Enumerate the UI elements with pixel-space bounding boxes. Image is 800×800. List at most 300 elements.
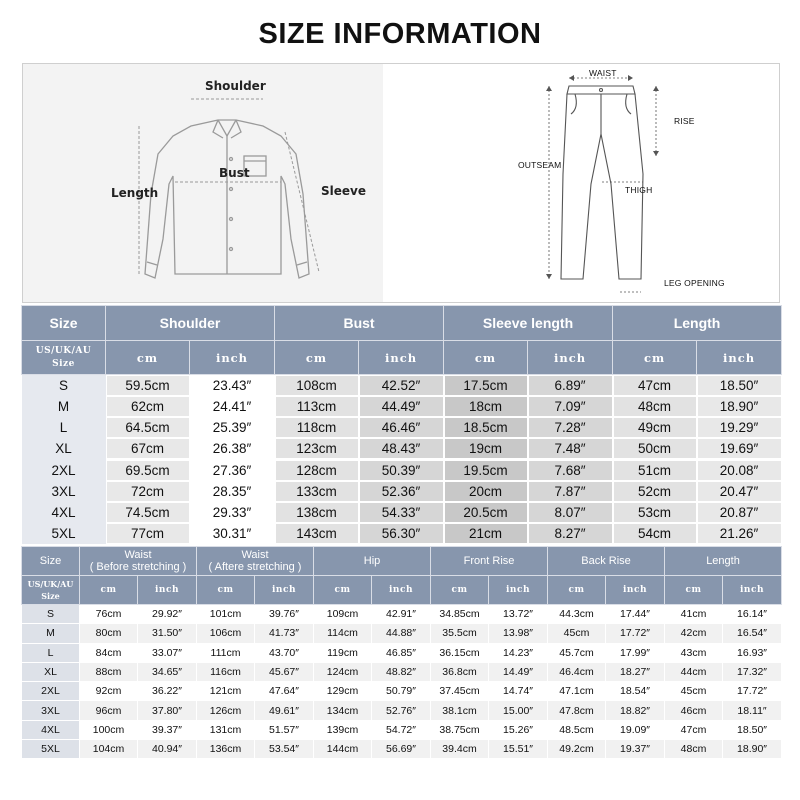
table-cell: 136cm <box>197 740 255 759</box>
table-cell: 43cm <box>665 643 723 662</box>
table-cell: 18.54″ <box>606 682 665 701</box>
cell-value: 19cm <box>445 439 527 458</box>
unit-header-inch: inch <box>255 576 314 605</box>
cell-value: 47cm <box>614 376 696 395</box>
table-cell <box>613 375 697 397</box>
bust-header: Bust <box>275 306 444 341</box>
table-cell: 38.1cm <box>431 701 489 720</box>
table-cell: 52.76″ <box>372 701 431 720</box>
table-cell <box>528 417 613 438</box>
cell-value: 52.36″ <box>360 482 443 501</box>
shirt-unit-header-row <box>22 341 782 375</box>
shirt-outline-icon <box>23 64 383 302</box>
cell-value: 48.43″ <box>360 439 443 458</box>
cell-value: 64.5cm <box>107 418 189 437</box>
size-label: 3XL <box>51 483 76 499</box>
table-cell <box>444 481 528 502</box>
table-cell: 54.72″ <box>372 720 431 739</box>
size-cell: XL <box>22 662 80 681</box>
table-cell <box>190 481 275 502</box>
size-column-header: Size <box>22 547 80 576</box>
table-cell <box>444 460 528 481</box>
table-cell <box>528 502 613 523</box>
cell-value: 20.08″ <box>698 461 781 480</box>
table-row <box>22 682 782 701</box>
cell-value: 48cm <box>614 397 696 416</box>
table-cell: 41cm <box>665 605 723 624</box>
table-row <box>22 740 782 759</box>
cell-value: 49cm <box>614 418 696 437</box>
table-cell: 18.82″ <box>606 701 665 720</box>
cell-value: 54.33″ <box>360 503 443 522</box>
table-cell: 48cm <box>665 740 723 759</box>
cell-value: 133cm <box>276 482 358 501</box>
cell-value: 138cm <box>276 503 358 522</box>
table-cell <box>190 396 275 417</box>
table-row <box>22 523 782 544</box>
cell-value: 18cm <box>445 397 527 416</box>
table-cell: 46.85″ <box>372 643 431 662</box>
pants-outline-icon <box>503 64 763 302</box>
table-cell: 14.23″ <box>489 643 548 662</box>
table-cell: 17.72″ <box>606 624 665 643</box>
table-cell: 96cm <box>80 701 138 720</box>
table-cell <box>275 438 359 459</box>
cell-value: 72cm <box>107 482 189 501</box>
table-cell <box>697 481 782 502</box>
cell-value: 24.41″ <box>191 397 274 416</box>
outseam-label: OUTSEAM <box>518 160 562 170</box>
length-label: Length <box>111 186 159 200</box>
size-cell: 2XL <box>22 682 80 701</box>
cell-value: 128cm <box>276 461 358 480</box>
table-cell <box>613 417 697 438</box>
table-cell <box>106 481 190 502</box>
table-cell <box>613 502 697 523</box>
table-cell <box>528 481 613 502</box>
table-cell: 42cm <box>665 624 723 643</box>
cell-value: 118cm <box>276 418 358 437</box>
table-cell: 48.82″ <box>372 662 431 681</box>
table-cell <box>106 460 190 481</box>
cell-value: 23.43″ <box>191 376 274 395</box>
pants-size-table <box>21 546 782 759</box>
table-cell: 101cm <box>197 605 255 624</box>
cell-value: 67cm <box>107 439 189 458</box>
unit-header-inch: inch <box>489 576 548 605</box>
table-cell: 35.5cm <box>431 624 489 643</box>
table-cell: 31.50″ <box>138 624 197 643</box>
table-cell <box>275 375 359 397</box>
table-cell <box>190 438 275 459</box>
table-cell: 16.93″ <box>723 643 782 662</box>
table-cell: 49.2cm <box>548 740 606 759</box>
table-cell: 76cm <box>80 605 138 624</box>
region-size-header <box>22 341 106 375</box>
table-cell: 47cm <box>665 720 723 739</box>
table-cell <box>190 502 275 523</box>
cell-value: 59.5cm <box>107 376 189 395</box>
pants-group-header-row <box>22 547 782 576</box>
unit-header-inch: inch <box>723 576 782 605</box>
unit-header-inch: inch <box>697 341 782 375</box>
table-row <box>22 624 782 643</box>
table-cell <box>697 460 782 481</box>
table-cell <box>359 502 444 523</box>
table-cell <box>275 460 359 481</box>
unit-header-inch: inch <box>372 576 431 605</box>
cell-value: 7.68″ <box>529 461 612 480</box>
table-cell: 92cm <box>80 682 138 701</box>
table-cell <box>275 523 359 544</box>
cell-value: 27.36″ <box>191 461 274 480</box>
table-cell <box>697 523 782 544</box>
table-cell: 39.37″ <box>138 720 197 739</box>
cell-value: 18.5cm <box>445 418 527 437</box>
waist-before-title: Waist <box>124 549 152 561</box>
table-cell: 50.79″ <box>372 682 431 701</box>
cell-value: 20.5cm <box>445 503 527 522</box>
cell-value: 52cm <box>614 482 696 501</box>
table-cell: 33.07″ <box>138 643 197 662</box>
size-cell <box>22 460 106 481</box>
cell-value: 19.5cm <box>445 461 527 480</box>
shirt-diagram <box>23 64 383 302</box>
table-cell: 36.22″ <box>138 682 197 701</box>
unit-header-cm: cm <box>548 576 606 605</box>
table-cell: 13.72″ <box>489 605 548 624</box>
table-cell: 44cm <box>665 662 723 681</box>
cell-value: 42.52″ <box>360 376 443 395</box>
cell-value: 20.87″ <box>698 503 781 522</box>
size-label: XL <box>55 441 72 457</box>
table-cell: 48.5cm <box>548 720 606 739</box>
measurement-diagrams <box>22 63 780 303</box>
table-cell <box>528 460 613 481</box>
table-cell: 37.80″ <box>138 701 197 720</box>
table-cell: 46.4cm <box>548 662 606 681</box>
table-cell: 15.51″ <box>489 740 548 759</box>
region-size-header <box>22 576 80 605</box>
table-cell: 46cm <box>665 701 723 720</box>
table-cell: 18.50″ <box>723 720 782 739</box>
size-label: 4XL <box>51 505 76 521</box>
table-cell <box>697 396 782 417</box>
table-cell: 126cm <box>197 701 255 720</box>
cell-value: 7.28″ <box>529 418 612 437</box>
table-cell <box>359 438 444 459</box>
table-cell: 44.88″ <box>372 624 431 643</box>
table-row <box>22 417 782 438</box>
table-cell <box>275 417 359 438</box>
cell-value: 30.31″ <box>191 524 274 543</box>
table-cell: 109cm <box>314 605 372 624</box>
table-cell: 47.8cm <box>548 701 606 720</box>
size-label: L <box>59 420 68 436</box>
table-cell <box>190 417 275 438</box>
table-cell <box>613 523 697 544</box>
region-size-label: Size <box>52 358 75 369</box>
size-cell: 4XL <box>22 720 80 739</box>
table-cell: 124cm <box>314 662 372 681</box>
waist-after-title: Waist <box>241 549 269 561</box>
cell-value: 108cm <box>276 376 358 395</box>
cell-value: 18.90″ <box>698 397 781 416</box>
table-cell: 56.69″ <box>372 740 431 759</box>
table-cell: 111cm <box>197 643 255 662</box>
cell-value: 20cm <box>445 482 527 501</box>
table-cell: 45.67″ <box>255 662 314 681</box>
cell-value: 18.50″ <box>698 376 781 395</box>
table-cell: 14.74″ <box>489 682 548 701</box>
table-row <box>22 460 782 481</box>
table-cell: 37.45cm <box>431 682 489 701</box>
table-cell: 34.85cm <box>431 605 489 624</box>
table-cell: 17.32″ <box>723 662 782 681</box>
table-cell: 51.57″ <box>255 720 314 739</box>
unit-header-cm: cm <box>444 341 528 375</box>
table-cell: 40.94″ <box>138 740 197 759</box>
table-cell <box>106 502 190 523</box>
leg-opening-label: LEG OPENING <box>664 278 725 288</box>
bust-label: Bust <box>219 166 250 180</box>
length-header: Length <box>613 306 782 341</box>
table-cell <box>613 438 697 459</box>
size-cell <box>22 375 106 397</box>
region-label: US/UK/AU <box>35 345 92 356</box>
size-label: 2XL <box>51 462 76 478</box>
shoulder-label: Shoulder <box>205 79 266 93</box>
table-row <box>22 396 782 417</box>
shirt-table-body <box>22 375 782 545</box>
page-title: SIZE INFORMATION <box>258 18 542 50</box>
table-cell <box>275 396 359 417</box>
unit-header-inch: inch <box>190 341 275 375</box>
table-cell: 42.91″ <box>372 605 431 624</box>
table-cell <box>106 438 190 459</box>
table-cell: 129cm <box>314 682 372 701</box>
table-cell <box>444 438 528 459</box>
table-cell <box>359 417 444 438</box>
table-cell: 88cm <box>80 662 138 681</box>
table-cell: 39.76″ <box>255 605 314 624</box>
table-cell <box>106 396 190 417</box>
table-cell <box>613 460 697 481</box>
cell-value: 29.33″ <box>191 503 274 522</box>
table-cell <box>359 460 444 481</box>
table-cell <box>359 481 444 502</box>
cell-value: 17.5cm <box>445 376 527 395</box>
table-cell: 84cm <box>80 643 138 662</box>
table-cell: 106cm <box>197 624 255 643</box>
front-rise-header: Front Rise <box>431 547 548 576</box>
cell-value: 21cm <box>445 524 527 543</box>
waist-after-header <box>197 547 314 576</box>
cell-value: 77cm <box>107 524 189 543</box>
table-cell: 45cm <box>665 682 723 701</box>
table-cell: 39.4cm <box>431 740 489 759</box>
cell-value: 53cm <box>614 503 696 522</box>
unit-header-cm: cm <box>275 341 359 375</box>
table-cell: 47.64″ <box>255 682 314 701</box>
unit-header-inch: inch <box>138 576 197 605</box>
unit-header-cm: cm <box>197 576 255 605</box>
size-label: 5XL <box>51 526 76 542</box>
cell-value: 54cm <box>614 524 696 543</box>
cell-value: 51cm <box>614 461 696 480</box>
table-cell: 18.11″ <box>723 701 782 720</box>
cell-value: 69.5cm <box>107 461 189 480</box>
unit-header-cm: cm <box>431 576 489 605</box>
table-cell: 114cm <box>314 624 372 643</box>
size-cell: S <box>22 605 80 624</box>
size-cell <box>22 523 106 544</box>
table-cell: 19.09″ <box>606 720 665 739</box>
table-cell <box>697 417 782 438</box>
table-cell: 44.3cm <box>548 605 606 624</box>
cell-value: 56.30″ <box>360 524 443 543</box>
table-cell: 144cm <box>314 740 372 759</box>
table-cell <box>275 481 359 502</box>
table-row <box>22 375 782 397</box>
table-cell: 104cm <box>80 740 138 759</box>
back-rise-header: Back Rise <box>548 547 665 576</box>
table-cell: 41.73″ <box>255 624 314 643</box>
table-cell: 43.70″ <box>255 643 314 662</box>
table-cell <box>444 417 528 438</box>
table-cell <box>444 502 528 523</box>
table-cell: 36.8cm <box>431 662 489 681</box>
shirt-group-header-row <box>22 306 782 341</box>
cell-value: 7.87″ <box>529 482 612 501</box>
size-cell <box>22 438 106 459</box>
table-cell: 19.37″ <box>606 740 665 759</box>
table-cell <box>444 523 528 544</box>
unit-header-cm: cm <box>314 576 372 605</box>
table-cell: 47.1cm <box>548 682 606 701</box>
table-cell: 49.61″ <box>255 701 314 720</box>
cell-value: 20.47″ <box>698 482 781 501</box>
table-row <box>22 481 782 502</box>
pants-table-body <box>22 605 782 759</box>
unit-header-inch: inch <box>606 576 665 605</box>
table-cell <box>528 523 613 544</box>
table-cell <box>613 396 697 417</box>
table-row <box>22 662 782 681</box>
table-row <box>22 720 782 739</box>
sleeve-length-header: Sleeve length <box>444 306 613 341</box>
cell-value: 28.35″ <box>191 482 274 501</box>
cell-value: 25.39″ <box>191 418 274 437</box>
table-cell <box>359 523 444 544</box>
waist-after-subtitle: ( Aftere stretching ) <box>208 561 302 573</box>
table-cell: 17.44″ <box>606 605 665 624</box>
table-cell <box>528 438 613 459</box>
table-cell <box>190 375 275 397</box>
table-cell: 29.92″ <box>138 605 197 624</box>
thigh-label: THIGH <box>625 185 653 195</box>
size-cell <box>22 396 106 417</box>
rise-label: RISE <box>674 116 695 126</box>
table-cell <box>106 523 190 544</box>
cell-value: 19.69″ <box>698 439 781 458</box>
table-cell: 14.49″ <box>489 662 548 681</box>
pants-length-header: Length <box>665 547 782 576</box>
table-cell <box>190 460 275 481</box>
cell-value: 113cm <box>276 397 358 416</box>
table-row <box>22 502 782 523</box>
table-cell: 15.00″ <box>489 701 548 720</box>
cell-value: 26.38″ <box>191 439 274 458</box>
table-cell: 36.15cm <box>431 643 489 662</box>
size-cell: M <box>22 624 80 643</box>
cell-value: 8.27″ <box>529 524 612 543</box>
pants-diagram <box>503 64 763 302</box>
size-label: S <box>58 378 68 393</box>
region-label: US/UK/AU <box>27 579 74 589</box>
table-cell <box>190 523 275 544</box>
table-cell <box>528 396 613 417</box>
table-cell: 134cm <box>314 701 372 720</box>
table-cell: 18.27″ <box>606 662 665 681</box>
hip-header: Hip <box>314 547 431 576</box>
cell-value: 46.46″ <box>360 418 443 437</box>
table-cell: 17.72″ <box>723 682 782 701</box>
waist-label: WAIST <box>589 68 617 78</box>
table-cell: 80cm <box>80 624 138 643</box>
region-size-label: Size <box>41 591 60 601</box>
table-cell: 15.26″ <box>489 720 548 739</box>
unit-header-cm: cm <box>665 576 723 605</box>
table-cell: 17.99″ <box>606 643 665 662</box>
unit-header-cm: cm <box>613 341 697 375</box>
size-cell: 3XL <box>22 701 80 720</box>
cell-value: 123cm <box>276 439 358 458</box>
table-cell <box>613 481 697 502</box>
cell-value: 62cm <box>107 397 189 416</box>
table-cell: 45cm <box>548 624 606 643</box>
table-row <box>22 605 782 624</box>
cell-value: 50.39″ <box>360 461 443 480</box>
cell-value: 7.09″ <box>529 397 612 416</box>
cell-value: 74.5cm <box>107 503 189 522</box>
cell-value: 7.48″ <box>529 439 612 458</box>
pants-unit-header-row <box>22 576 782 605</box>
table-cell: 100cm <box>80 720 138 739</box>
unit-header-inch: inch <box>359 341 444 375</box>
table-cell <box>444 396 528 417</box>
table-cell: 34.65″ <box>138 662 197 681</box>
table-cell: 18.90″ <box>723 740 782 759</box>
table-cell: 53.54″ <box>255 740 314 759</box>
table-cell: 139cm <box>314 720 372 739</box>
table-cell: 16.54″ <box>723 624 782 643</box>
sleeve-label: Sleeve <box>321 184 366 198</box>
table-cell: 131cm <box>197 720 255 739</box>
table-cell <box>106 375 190 397</box>
waist-before-subtitle: ( Before stretching ) <box>89 561 187 573</box>
cell-value: 143cm <box>276 524 358 543</box>
size-column-header: Size <box>22 306 106 341</box>
table-cell: 45.7cm <box>548 643 606 662</box>
table-cell: 13.98″ <box>489 624 548 643</box>
size-cell <box>22 502 106 523</box>
table-cell <box>359 396 444 417</box>
shirt-size-table <box>21 305 782 544</box>
table-cell: 38.75cm <box>431 720 489 739</box>
table-cell: 16.14″ <box>723 605 782 624</box>
unit-header-inch: inch <box>528 341 613 375</box>
